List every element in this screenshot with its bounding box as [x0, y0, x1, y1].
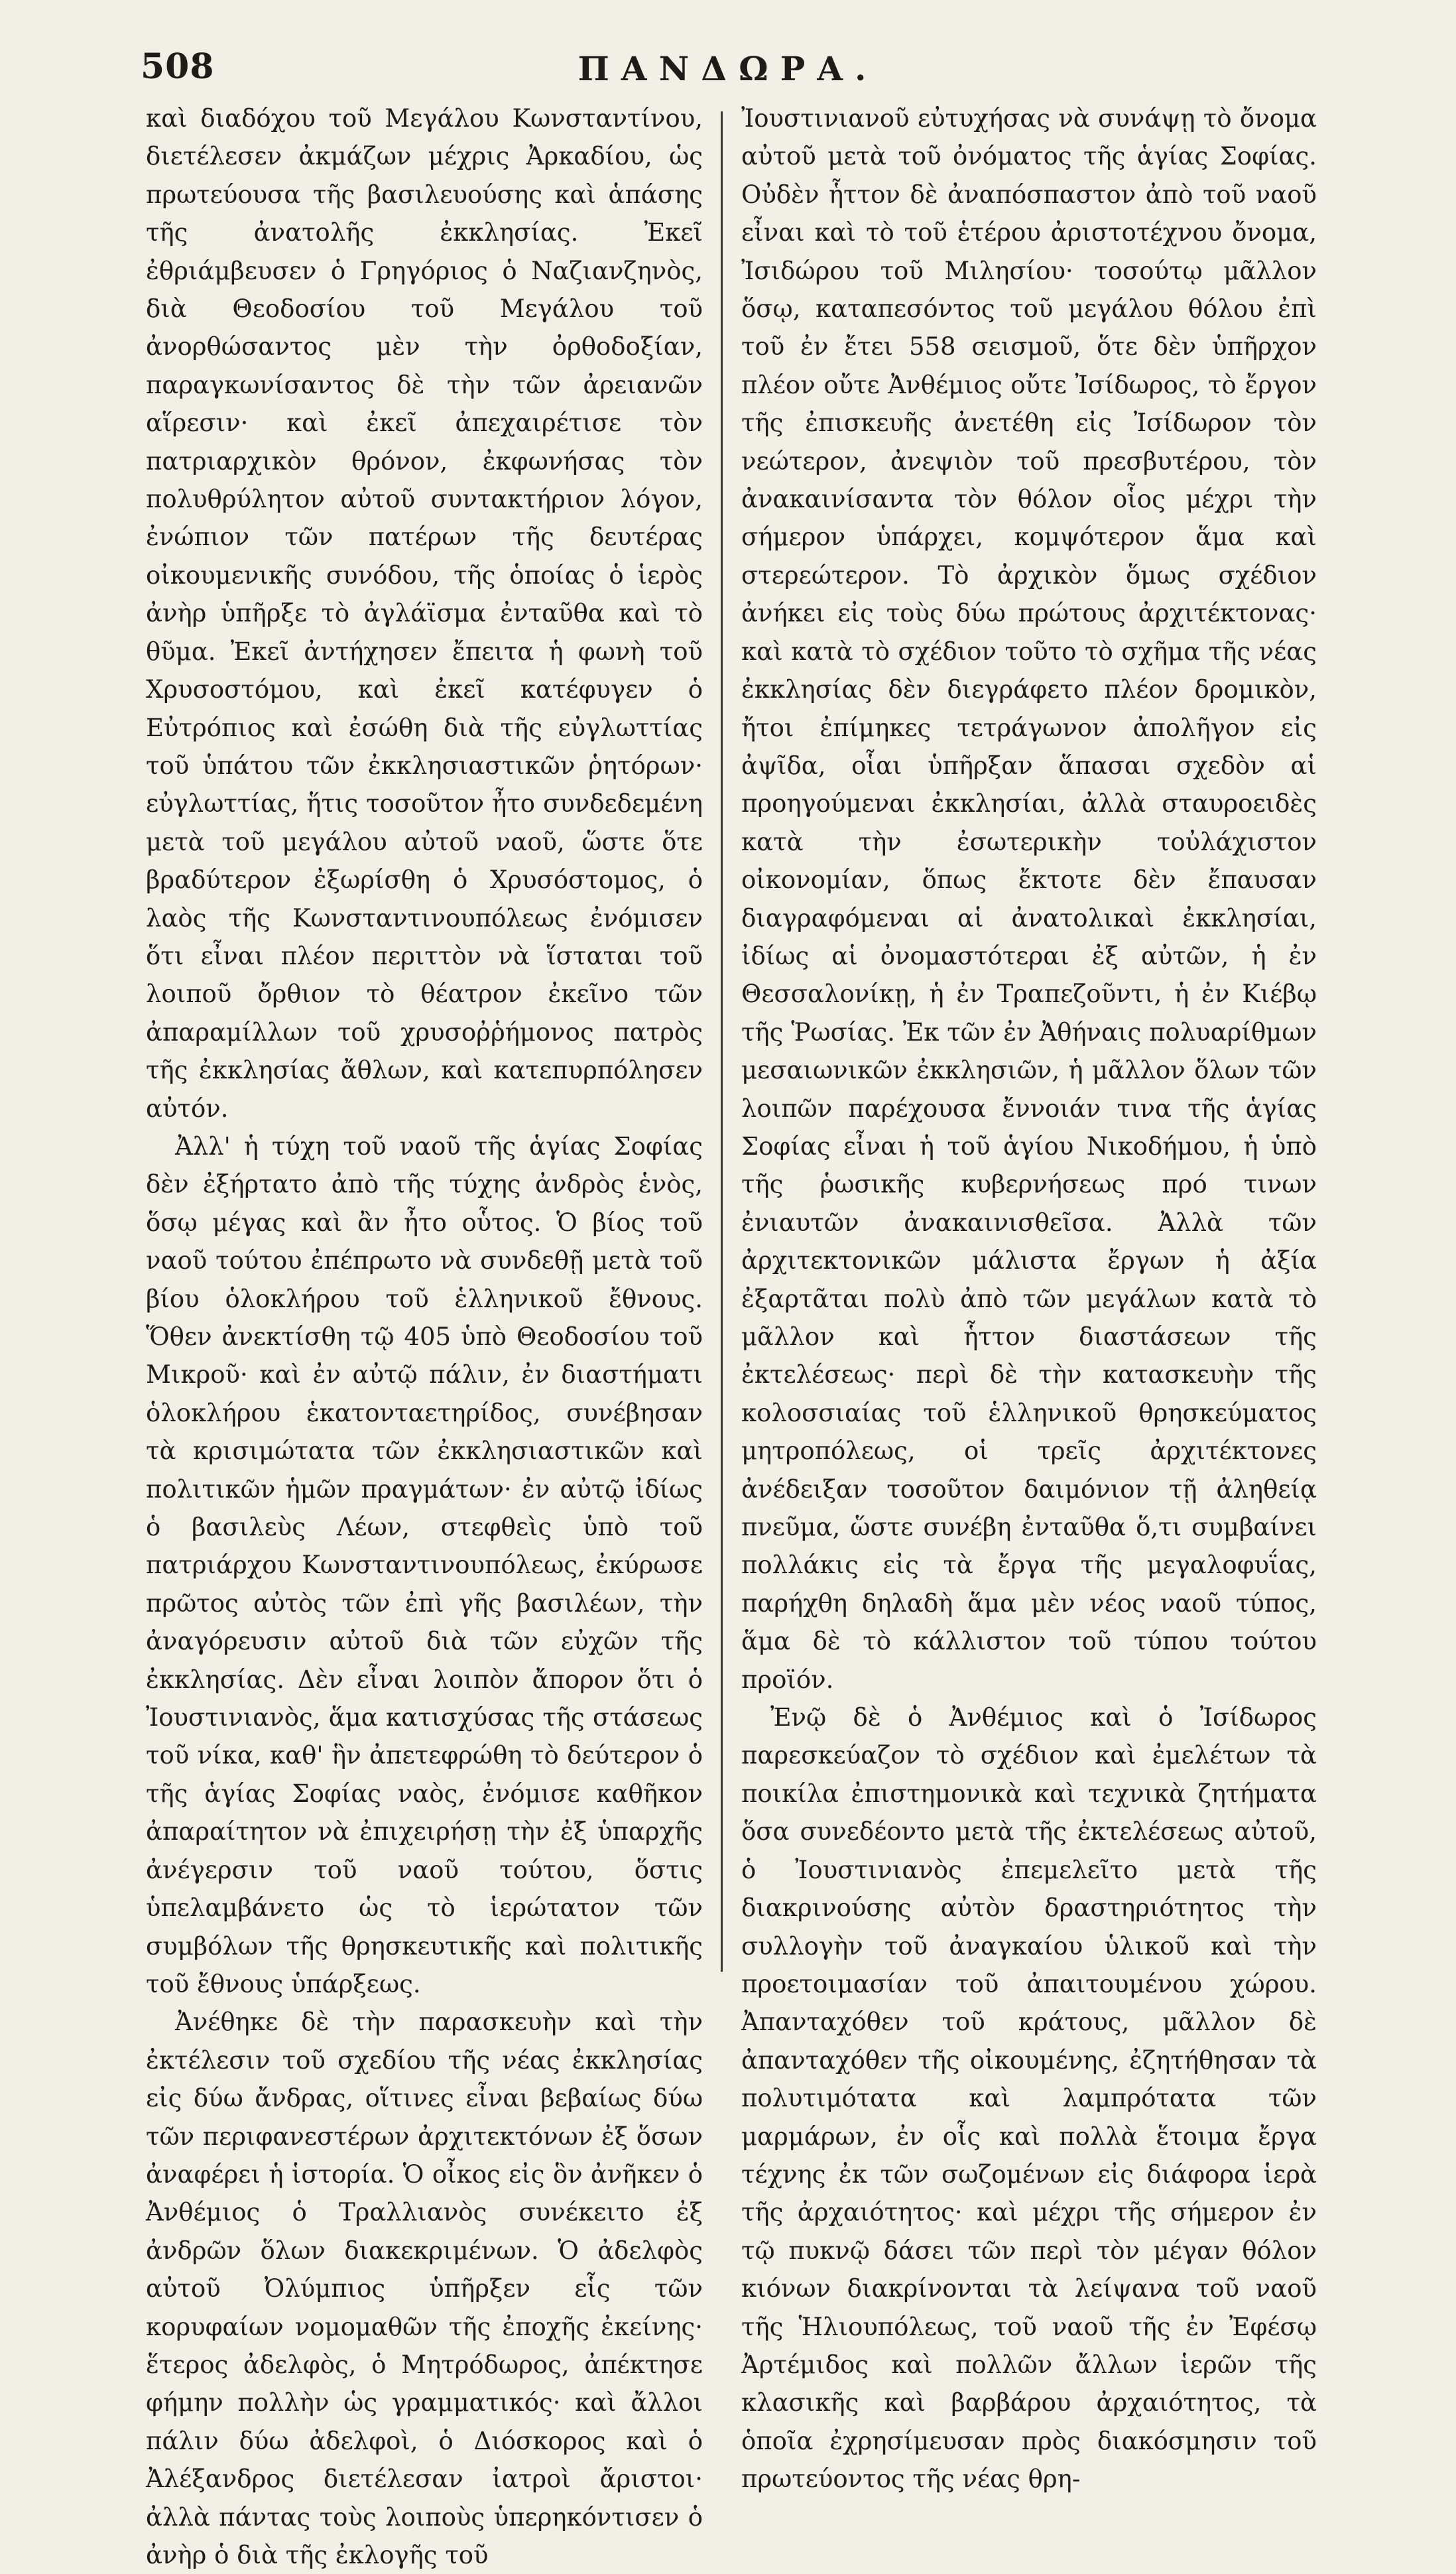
paragraph: Ἐνῷ δὲ ὁ Ἀνθέμιος καὶ ὁ Ἰσίδωρος παρεσκεύαζον τὸ σχέδιον καὶ ἐμελέτων τὰ ποικίλα ἐπιστημονικὰ καὶ τεχνικὰ ζητήματα ὅσα συνεδέοντο μετὰ τῆς ἐκτελέσεως αὐτοῦ, ὁ Ἰουστινιανὸς ἐπεμελεῖτο μετὰ τῆς διακρινούσης αὐτὸν δραστηριότητος τὴν συλλογὴν τοῦ ἀναγκαίου ὑλικοῦ καὶ τὴν προετοιμασίαν τοῦ ἀπαιτουμένου χώρου. Ἀπανταχόθεν τοῦ κράτους, μᾶλλον δὲ ἀπανταχόθεν τῆς οἰκουμένης, ἐζητήθησαν τὰ πολυτιμότατα καὶ λαμπρότατα τῶν μαρμάρων, ἐν οἷς καὶ πολλὰ ἕτοιμα ἔργα τέχνης ἐκ τῶν σωζομένων εἰς διάφορα ἱερὰ τῆς ἀρχαιότητος· καὶ μέχρι τῆς σήμερον ἐν τῷ πυκνῷ δάσει τῶν περὶ τὸν μέγαν θόλον κιόνων διακρίνονται τὰ λείψανα τοῦ ναοῦ τῆς Ἡλιουπόλεως, τοῦ ναοῦ τῆς ἐν Ἐφέσῳ Ἀρτέμιδος καὶ πολλῶν ἄλλων ἱερῶν τῆς κλασικῆς καὶ βαρβάρου ἀρχαιότητος, τὰ ὁποῖα ἐχρησίμευσαν πρὸς διακόσμησιν τοῦ πρωτεύοντος τῆς νέας θρη- — [741, 1703, 1317, 2494]
column-divider — [721, 111, 723, 1972]
paragraph: καὶ διαδόχου τοῦ Μεγάλου Κωνσταντίνου, διετέλεσεν ἀκμάζων μέχρις Ἀρκαδίου, ὡς πρωτεύουσα τῆς βασιλευούσης καὶ ἁπάσης τῆς ἀνατολῆς ἐκκλησίας. Ἐκεῖ ἐθριάμβευσεν ὁ Γρηγόριος ὁ Ναζιανζηνὸς, διὰ Θεοδοσίου τοῦ Μεγάλου τοῦ ἀνορθώσαντος μὲν τὴν ὀρθοδοξίαν, παραγκωνίσαντος δὲ τὴν τῶν ἀρειανῶν αἵρεσιν· καὶ ἐκεῖ ἀπεχαιρέτισε τὸν πατριαρχικὸν θρόνον, ἐκφωνήσας τὸν πολυθρύλητον αὐτοῦ συντακτήριον λόγον, ἐνώπιον τῶν πατέρων τῆς δευτέρας οἰκουμενικῆς συνόδου, τῆς ὁποίας ὁ ἱερὸς ἀνὴρ ὑπῆρξε τὸ ἀγλάϊσμα ἐνταῦθα καὶ τὸ θῦμα. Ἐκεῖ ἀντήχησεν ἔπειτα ἡ φωνὴ τοῦ Χρυσοστόμου, καὶ ἐκεῖ κατέφυγεν ὁ Εὐτρόπιος καὶ ἐσώθη διὰ τῆς εὐγλωττίας τοῦ ὑπάτου τῶν ἐκκλησιαστικῶν ῥητόρων· εὐγλωττίας, ἥτις τοσοῦτον ἦτο συνδεδεμένη μετὰ τοῦ μεγάλου αὐτοῦ ναοῦ, ὥστε ὅτε βραδύτερον ἐξωρίσθη ὁ Χρυσόστομος, ὁ λαὸς τῆς Κωνσταντινουπόλεως ἐνόμισεν ὅτι εἶναι πλέον περιττὸν νὰ ἵσταται τοῦ λοιποῦ ὄρθιον τὸ θέατρον ἐκεῖνο τῶν ἀπαραμίλλων τοῦ χρυσοῤῥήμονος πατρὸς τῆς ἐκκλησίας ἄθλων, καὶ κατεπυρπόλησεν αὐτόν. — [146, 104, 703, 1123]
paragraph: Ἀνέθηκε δὲ τὴν παρασκευὴν καὶ τὴν ἐκτέλεσιν τοῦ σχεδίου τῆς νέας ἐκκλησίας εἰς δύω ἄνδρας, οἵτινες εἶναι βεβαίως δύω τῶν περιφανεστέρων ἀρχιτεκτόνων ἐξ ὅσων ἀναφέρει ἡ ἱστορία. Ὁ οἶκος εἰς ὃν ἀνῆκεν ὁ Ἀνθέμιος ὁ Τραλλιανὸς συνέκειτο ἐξ ἀνδρῶν ὅλων διακεκριμένων. Ὁ ἀδελφὸς αὐτοῦ Ὀλύμπιος ὑπῆρξεν εἷς τῶν κορυφαίων νομομαθῶν τῆς ἐποχῆς ἐκείνης· ἕτερος ἀδελφὸς, ὁ Μητρόδωρος, ἀπέκτησε φήμην πολλὴν ὡς γραμματικός· καὶ ἄλλοι πάλιν δύω ἀδελφοὶ, ὁ Διόσκορος καὶ ὁ Ἀλέξανδρος διετέλεσαν ἰατροὶ ἄριστοι· ἀλλὰ πάντας τοὺς λοιποὺς ὑπερηκόντισεν ὁ ἀνὴρ ὁ διὰ τῆς ἐκλογῆς τοῦ — [146, 2008, 703, 2569]
right-column — [741, 99, 1317, 2494]
paragraph: Ἰουστινιανοῦ εὐτυχήσας νὰ συνάψῃ τὸ ὄνομα αὐτοῦ μετὰ τοῦ ὀνόματος τῆς ἁγίας Σοφίας. Οὐδὲν ἧττον δὲ ἀναπόσπαστον ἀπὸ τοῦ ναοῦ εἶναι καὶ τὸ τοῦ ἑτέρου ἀριστοτέχνου ὄνομα, Ἰσιδώρου τοῦ Μιλησίου· τοσούτῳ μᾶλλον ὅσῳ, καταπεσόντος τοῦ μεγάλου θόλου ἐπὶ τοῦ ἐν ἔτει 558 σεισμοῦ, ὅτε δὲν ὑπῆρχον πλέον οὔτε Ἀνθέμιος οὔτε Ἰσίδωρος, τὸ ἔργον τῆς ἐπισκευῆς ἀνετέθη εἰς Ἰσίδωρον τὸν νεώτερον, ἀνεψιὸν τοῦ πρεσβυτέρου, τὸν ἀνακαινίσαντα τὸν θόλον οἷος μέχρι τὴν σήμερον ὑπάρχει, κομψότερον ἅμα καὶ στερεώτερον. Τὸ ἀρχικὸν ὅμως σχέδιον ἀνήκει εἰς τοὺς δύω πρώτους ἀρχιτέκτονας· καὶ κατὰ τὸ σχέδιον τοῦτο τὸ σχῆμα τῆς νέας ἐκκλησίας δὲν διεγράφετο πλέον δρομικὸν, ἤτοι ἐπίμηκες τετράγωνον ἀπολῆγον εἰς ἀψῖδα, οἷαι ὑπῆρξαν ἅπασαι σχεδὸν αἱ προηγούμεναι ἐκκλησίαι, ἀλλὰ σταυροειδὲς κατὰ τὴν ἐσωτερικὴν τοὐλάχιστον οἰκονομίαν, ὅπως ἔκτοτε δὲν ἔπαυσαν διαγραφόμεναι αἱ ἀνατολικαὶ ἐκκλησίαι, ἰδίως αἱ ὀνομαστότεραι ἐξ αὐτῶν, ἡ ἐν Θεσσαλονίκῃ, ἡ ἐν Τραπεζοῦντι, ἡ ἐν Κιέβῳ τῆς Ῥωσίας. Ἐκ τῶν ἐν Ἀθήναις πολυαρίθμων μεσαιωνικῶν ἐκκλησιῶν, ἡ μᾶλλον ὅλων τῶν λοιπῶν παρέχουσα ἔννοιάν τινα τῆς ἁγίας Σοφίας εἶναι ἡ τοῦ ἁγίου Νικοδήμου, ἡ ὑπὸ τῆς ῥωσικῆς κυβερνήσεως πρό τινων ἐνιαυτῶν ἀνακαινισθεῖσα. Ἀλλὰ τῶν ἀρχιτεκτονικῶν μάλιστα ἔργων ἡ ἀξία ἐξαρτᾶται πολὺ ἀπὸ τῶν μεγάλων κατὰ τὸ μᾶλλον καὶ ἧττον διαστάσεων τῆς ἐκτελέσεως· περὶ δὲ τὴν κατασκευὴν τῆς κολοσσιαίας τοῦ ἑλληνικοῦ θρησκεύματος μητροπόλεως, οἱ τρεῖς ἀρχιτέκτονες ἀνέδειξαν τοσοῦτον δαιμόνιον τῇ ἀληθείᾳ πνεῦμα, ὥστε συνέβη ἐνταῦθα ὅ,τι συμβαίνει πολλάκις εἰς τὰ ἔργα τῆς μεγαλοφυΐας, παρήχθη δηλαδὴ ἅμα μὲν νέος ναοῦ τύπος, ἅμα δὲ τὸ κάλλιστον τοῦ τύπου τούτου προϊόν. — [741, 104, 1317, 1694]
page-header — [0, 34, 1456, 101]
page-number: 508 — [141, 46, 215, 87]
running-title: ΠΑΝΔΩΡΑ. — [577, 49, 879, 88]
paragraph: Ἀλλ' ἡ τύχη τοῦ ναοῦ τῆς ἁγίας Σοφίας δὲν ἐξήρτατο ἀπὸ τῆς τύχης ἀνδρὸς ἑνὸς, ὅσῳ μέγας καὶ ἂν ἦτο οὗτος. Ὁ βίος τοῦ ναοῦ τούτου ἐπέπρωτο νὰ συνδεθῇ μετὰ τοῦ βίου ὁλοκλήρου τοῦ ἑλληνικοῦ ἔθνους. Ὅθεν ἀνεκτίσθη τῷ 405 ὑπὸ Θεοδοσίου τοῦ Μικροῦ· καὶ ἐν αὐτῷ πάλιν, ἐν διαστήματι ὁλοκλήρου ἑκατονταετηρίδος, συνέβησαν τὰ κρισιμώτατα τῶν ἐκκλησιαστικῶν καὶ πολιτικῶν ἡμῶν πραγμάτων· ἐν αὐτῷ ἰδίως ὁ βασιλεὺς Λέων, στεφθεὶς ὑπὸ τοῦ πατριάρχου Κωνσταντινουπόλεως, ἐκύρωσε πρῶτος αὐτὸς τῶν ἐπὶ γῆς βασιλέων, τὴν ἀναγόρευσιν αὐτοῦ διὰ τῶν εὐχῶν τῆς ἐκκλησίας. Δὲν εἶναι λοιπὸν ἄπορον ὅτι ὁ Ἰουστινιανὸς, ἅμα κατισχύσας τῆς στάσεως τοῦ νίκα, καθ' ἣν ἀπετεφρώθη τὸ δεύτερον ὁ τῆς ἁγίας Σοφίας ναὸς, ἐνόμισε καθῆκον ἀπαραίτητον νὰ ἐπιχειρήσῃ τὴν ἐξ ὑπαρχῆς ἀνέγερσιν τοῦ ναοῦ τούτου, ὅστις ὑπελαμβάνετο ὡς τὸ ἱερώτατον τῶν συμβόλων τῆς θρησκευτικῆς καὶ πολιτικῆς τοῦ ἔθνους ὑπάρξεως. — [146, 1131, 703, 1998]
left-column — [146, 99, 703, 2569]
